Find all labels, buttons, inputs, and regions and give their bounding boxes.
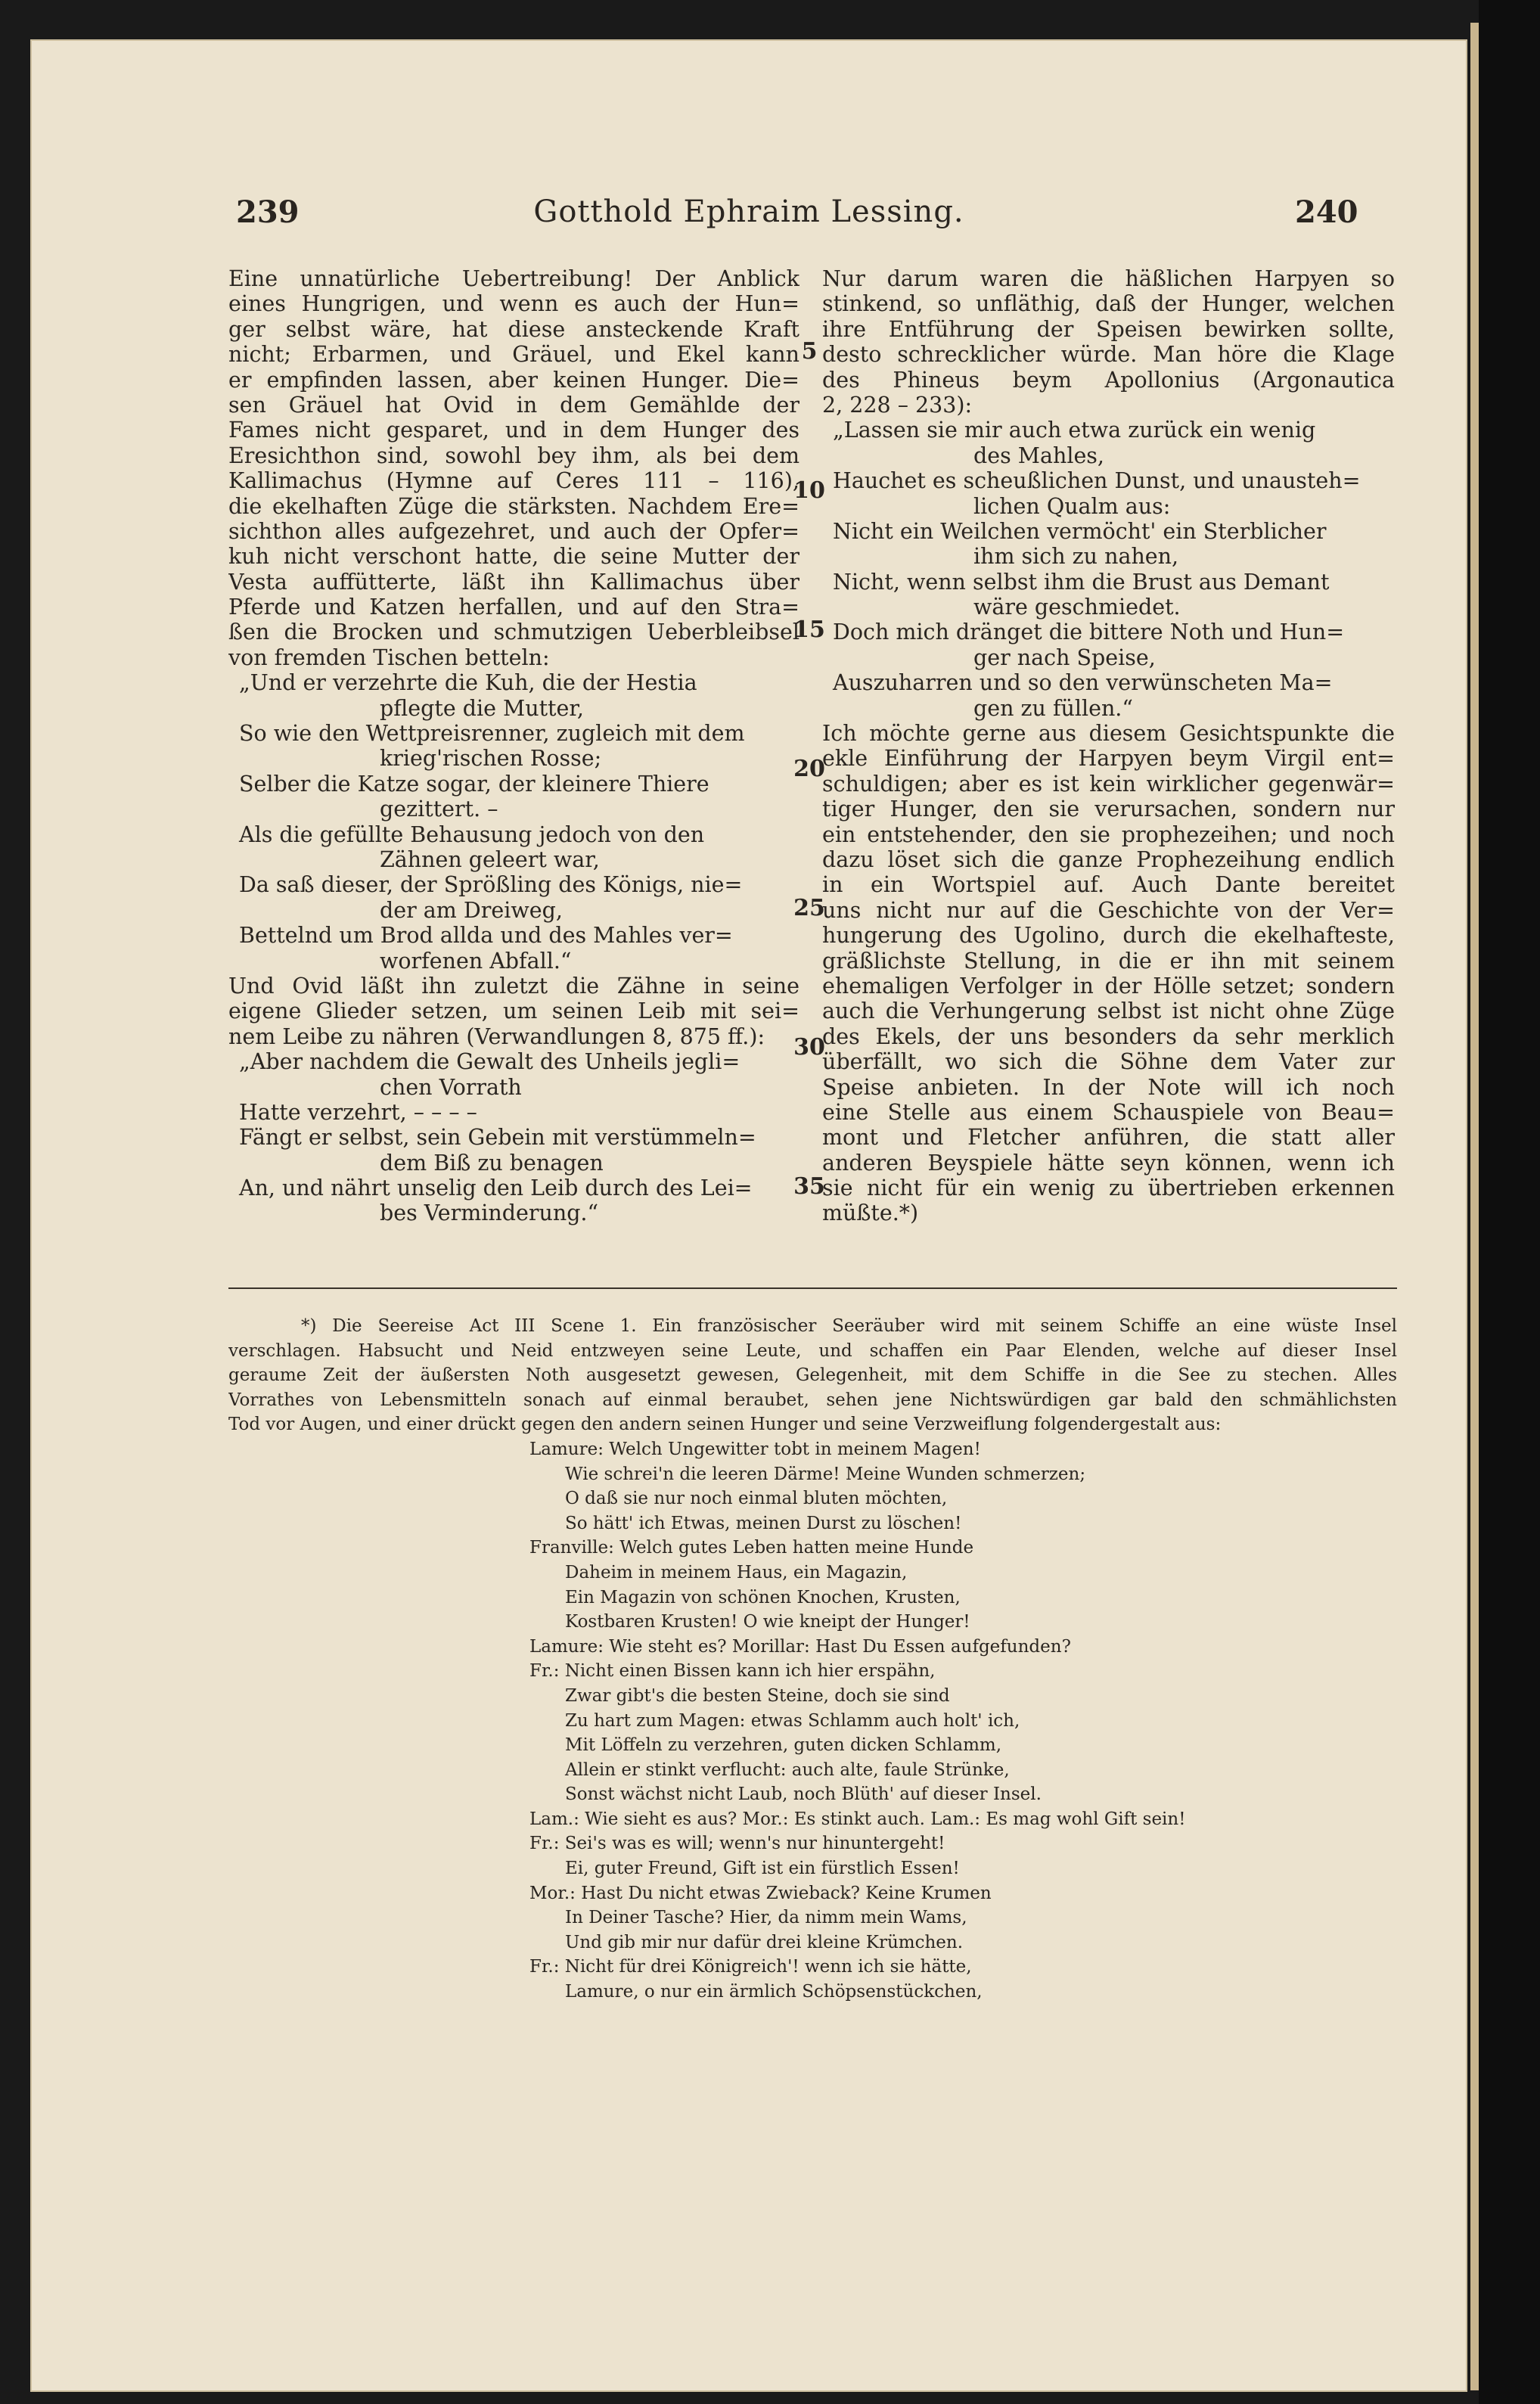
line-number: 20 xyxy=(793,756,825,782)
verse-line: pflegte die Mutter, xyxy=(380,695,584,721)
verse-line: chen Vorrath xyxy=(380,1074,522,1100)
left-prose-line: Pferde und Katzen herfallen, und auf den Stra= xyxy=(228,595,799,620)
right-prose-line: tiger Hunger, den sie verursachen, sondern nur xyxy=(822,797,1395,822)
footnote-verse-line: Zwar gibt's die besten Steine, doch sie sind xyxy=(565,1685,950,1706)
left-prose-line: Eresichthon sind, sowohl bey ihm, als bei dem xyxy=(228,443,799,468)
verse-line: worfenen Abfall.“ xyxy=(380,948,572,974)
right-prose-line: ein entstehender, den sie prophezeihen; und noch xyxy=(822,822,1395,847)
right-prose-line: auch die Verhungerung selbst ist nicht ohne Züge xyxy=(822,999,1395,1024)
left-prose-line: ger selbst wäre, hat diese ansteckende Kraft xyxy=(228,316,799,342)
right-prose-line: mont und Fletcher anführen, die statt aller xyxy=(822,1125,1395,1151)
verse-line: ihm sich zu nahen, xyxy=(973,544,1179,570)
right-prose-line: uns nicht nur auf die Geschichte von der Ver= xyxy=(822,897,1395,923)
left-prose-line: von fremden Tischen betteln: xyxy=(228,644,550,670)
page-number-left: 239 xyxy=(236,194,300,230)
footnote-verse-line: Fr.: Nicht einen Bissen kann ich hier erspähn, xyxy=(529,1661,936,1682)
footnote xyxy=(228,1314,1397,2005)
right-prose-line: gräßlichste Stellung, in die er ihn mit seinem xyxy=(822,948,1395,974)
right-prose-line: desto schrecklicher würde. Man höre die Klage xyxy=(822,342,1395,368)
verse-line: Hatte verzehrt, – – – – xyxy=(239,1099,477,1125)
verse-line: Nicht ein Weilchen vermöcht' ein Sterblicher xyxy=(833,518,1327,544)
left-prose-line: nem Leibe zu nähren (Verwandlungen 8, 875 ff.): xyxy=(228,1023,765,1049)
left-prose-line: ßen die Brocken und schmutzigen Ueberbleibsel xyxy=(228,620,799,645)
right-prose-line: hungerung des Ugolino, durch die ekelhafteste, xyxy=(822,923,1395,949)
footnote-line: *) Die Seereise Act III Scene 1. Ein französischer Seeräuber wird mit seinem Schiffe an eine wüste Insel xyxy=(301,1316,1397,1336)
left-column xyxy=(228,266,799,1226)
right-prose-line: Nur darum waren die häßlichen Harpyen so xyxy=(822,266,1395,291)
verse-line: Auszuharren und so den verwünscheten Ma= xyxy=(833,670,1333,696)
footnote-verse-line: Daheim in meinem Haus, ein Magazin, xyxy=(565,1562,908,1582)
verse-line: ger nach Speise, xyxy=(973,644,1156,670)
verse-line: Bettelnd um Brod allda und des Mahles ver= xyxy=(239,923,733,949)
verse-line: Zähnen geleert war, xyxy=(380,846,600,872)
footnote-verse-line: Lamure, o nur ein ärmlich Schöpsenstückchen, xyxy=(565,1982,983,2002)
footnote-verse-line: Fr.: Nicht für drei Königreich'! wenn ich sie hätte, xyxy=(529,1957,972,1977)
footnote-verse-line: Sonst wächst nicht Laub, noch Blüth' auf dieser Insel. xyxy=(565,1784,1042,1805)
right-column xyxy=(822,266,1395,1226)
footnote-verse-line: Lamure: Wie steht es? Morillar: Hast Du Essen aufgefunden? xyxy=(529,1636,1071,1657)
verse-line: des Mahles, xyxy=(973,443,1104,468)
verse-line: So wie den Wettpreisrenner, zugleich mit dem xyxy=(239,721,745,747)
footnote-verse-line: So hätt' ich Etwas, meinen Durst zu löschen! xyxy=(565,1513,962,1533)
footnote-verse-line: Ein Magazin von schönen Knochen, Krusten, xyxy=(565,1587,961,1607)
footnote-verse-line: Mor.: Hast Du nicht etwas Zwieback? Keine Krumen xyxy=(529,1883,992,1903)
left-prose-line: eines Hungrigen, und wenn es auch der Hun= xyxy=(228,291,799,317)
right-prose-line: sie nicht für ein wenig zu übertrieben erkennen xyxy=(822,1176,1395,1201)
footnote-verse-line: Allein er stinkt verflucht: auch alte, faule Strünke, xyxy=(565,1760,1010,1780)
book-page xyxy=(30,39,1467,2392)
left-prose-line: kuh nicht verschont hatte, die seine Mutter der xyxy=(228,544,799,570)
right-prose-line: ehemaligen Verfolger in der Hölle setzet; sondern xyxy=(822,973,1395,999)
verse-line: wäre geschmiedet. xyxy=(973,595,1181,620)
running-title: Gotthold Ephraim Lessing. xyxy=(533,194,964,229)
footnote-line: Vorrathes von Lebensmitteln sonach auf einmal beraubet, sehen jene Nichtswürdigen gar bald den schmählichsten xyxy=(228,1390,1397,1410)
page-number-right: 240 xyxy=(1295,194,1358,230)
verse-line: Als die gefüllte Behausung jedoch von den xyxy=(239,822,705,847)
footnote-verse-line: O daß sie nur noch einmal bluten möchten, xyxy=(565,1489,948,1509)
left-prose-line: Eine unnatürliche Uebertreibung! Der Anblick xyxy=(228,266,799,291)
right-prose-line: 2, 228 – 233): xyxy=(822,392,973,418)
right-prose-line: müßte.*) xyxy=(822,1200,919,1226)
footnote-verse-line: Und gib mir nur dafür drei kleine Krümchen. xyxy=(565,1932,964,1952)
verse-line: „Lassen sie mir auch etwa zurück ein wenig xyxy=(833,418,1316,443)
book-spine-shadow xyxy=(1479,0,1540,2404)
verse-line: Doch mich dränget die bittere Noth und Hun= xyxy=(833,620,1345,645)
footnote-verse-line: Franville: Welch gutes Leben hatten meine Hunde xyxy=(529,1538,974,1558)
line-number: 15 xyxy=(793,617,825,643)
line-number: 10 xyxy=(793,477,825,504)
footnote-verse-line: Wie schrei'n die leeren Därme! Meine Wunden schmerzen; xyxy=(565,1464,1086,1484)
footnote-verse-line: Lam.: Wie sieht es aus? Mor.: Es stinkt auch. Lam.: Es mag wohl Gift sein! xyxy=(529,1809,1186,1829)
verse-line: Da saß dieser, der Sprößling des Königs, nie= xyxy=(239,872,743,898)
left-prose-line: Und Ovid läßt ihn zuletzt die Zähne in seine xyxy=(228,973,799,999)
left-prose-line: sichthon alles aufgezehret, und auch der Opfer= xyxy=(228,518,799,544)
right-prose-line: dazu löset sich die ganze Prophezeihung endlich xyxy=(822,846,1395,872)
footnote-verse-line: Mit Löffeln zu verzehren, guten dicken Schlamm, xyxy=(565,1735,1002,1756)
footnote-verse-line: Lamure: Welch Ungewitter tobt in meinem Magen! xyxy=(529,1439,981,1459)
right-prose-line: stinkend, so unfläthig, daß der Hunger, welchen xyxy=(822,291,1395,317)
right-prose-line: schuldigen; aber es ist kein wirklicher gegenwär= xyxy=(822,771,1395,797)
verse-line: Nicht, wenn selbst ihm die Brust aus Demant xyxy=(833,569,1330,595)
line-number: 5 xyxy=(801,338,818,365)
right-prose-line: in ein Wortspiel auf. Auch Dante bereitet xyxy=(822,872,1395,898)
right-prose-line: überfällt, wo sich die Söhne dem Vater zur xyxy=(822,1049,1395,1075)
verse-line: Selber die Katze sogar, der kleinere Thiere xyxy=(239,771,709,797)
line-number: 35 xyxy=(793,1173,825,1200)
verse-line: gezittert. – xyxy=(380,797,498,822)
verse-line: der am Dreiweg, xyxy=(380,897,563,923)
verse-line: „Und er verzehrte die Kuh, die der Hestia xyxy=(239,670,697,696)
footnote-verse-line: Zu hart zum Magen: etwas Schlamm auch holt' ich, xyxy=(565,1710,1020,1731)
verse-line: gen zu füllen.“ xyxy=(973,695,1133,721)
footnote-verse-line: In Deiner Tasche? Hier, da nimm mein Wams, xyxy=(565,1908,967,1928)
footnote-verse-line: Kostbaren Krusten! O wie kneipt der Hunger! xyxy=(565,1612,970,1632)
verse-line: An, und nährt unselig den Leib durch des Lei= xyxy=(239,1176,753,1201)
left-prose-line: die ekelhaften Züge die stärksten. Nachdem Ere= xyxy=(228,493,799,519)
right-prose-line: ekle Einführung der Harpyen beym Virgil ent= xyxy=(822,746,1395,772)
verse-line: lichen Qualm aus: xyxy=(973,493,1171,519)
right-prose-line: ihre Entführung der Speisen bewirken sollte, xyxy=(822,316,1395,342)
left-prose-line: eigene Glieder setzen, um seinen Leib mit sei= xyxy=(228,999,799,1024)
right-prose-line: des Ekels, der uns besonders da sehr merklich xyxy=(822,1023,1395,1049)
line-number: 25 xyxy=(793,895,825,921)
verse-line: Fängt er selbst, sein Gebein mit verstümmeln= xyxy=(239,1125,756,1151)
footnote-verse-line: Fr.: Sei's was es will; wenn's nur hinuntergeht! xyxy=(529,1834,945,1854)
verse-line: krieg'rischen Rosse; xyxy=(380,746,602,772)
verse-line: dem Biß zu benagen xyxy=(380,1150,604,1176)
left-prose-line: Fames nicht gesparet, und in dem Hunger des xyxy=(228,418,799,443)
verse-line: Hauchet es scheußlichen Dunst, und unausteh= xyxy=(833,468,1361,494)
left-prose-line: Vesta auffütterte, läßt ihn Kallimachus über xyxy=(228,569,799,595)
right-prose-line: Speise anbieten. In der Note will ich noch xyxy=(822,1074,1395,1100)
verse-line: „Aber nachdem die Gewalt des Unheils jegli= xyxy=(239,1049,741,1075)
left-prose-line: er empfinden lassen, aber keinen Hunger. Die= xyxy=(228,367,799,393)
left-prose-line: nicht; Erbarmen, und Gräuel, und Ekel kann xyxy=(228,342,799,368)
left-prose-line: Kallimachus (Hymne auf Ceres 111 – 116), xyxy=(228,468,799,494)
right-prose-line: Ich möchte gerne aus diesem Gesichtspunkte die xyxy=(822,721,1395,747)
footnote-rule xyxy=(228,1287,1397,1289)
right-prose-line: eine Stelle aus einem Schauspiele von Beau= xyxy=(822,1099,1395,1125)
right-prose-line: anderen Beyspiele hätte seyn können, wenn ich xyxy=(822,1150,1395,1176)
verse-line: bes Verminderung.“ xyxy=(380,1200,599,1226)
footnote-line: verschlagen. Habsucht und Neid entzweyen seine Leute, und schaffen ein Paar Elenden, welche auf dieser Insel xyxy=(228,1340,1397,1361)
footnote-line: Tod vor Augen, und einer drückt gegen den andern seinen Hunger und seine Verzweiflung folgendergestalt aus: xyxy=(228,1415,1222,1435)
right-prose-line: des Phineus beym Apollonius (Argonautica xyxy=(822,367,1395,393)
line-number: 30 xyxy=(793,1034,825,1061)
footnote-verse-line: Ei, guter Freund, Gift ist ein fürstlich Essen! xyxy=(565,1859,960,1879)
left-prose-line: sen Gräuel hat Ovid in dem Gemählde der xyxy=(228,392,799,418)
footnote-line: geraume Zeit der äußersten Noth ausgesetzt gewesen, Gelegenheit, mit dem Schiffe in die See zu stechen. Alles xyxy=(228,1365,1397,1386)
